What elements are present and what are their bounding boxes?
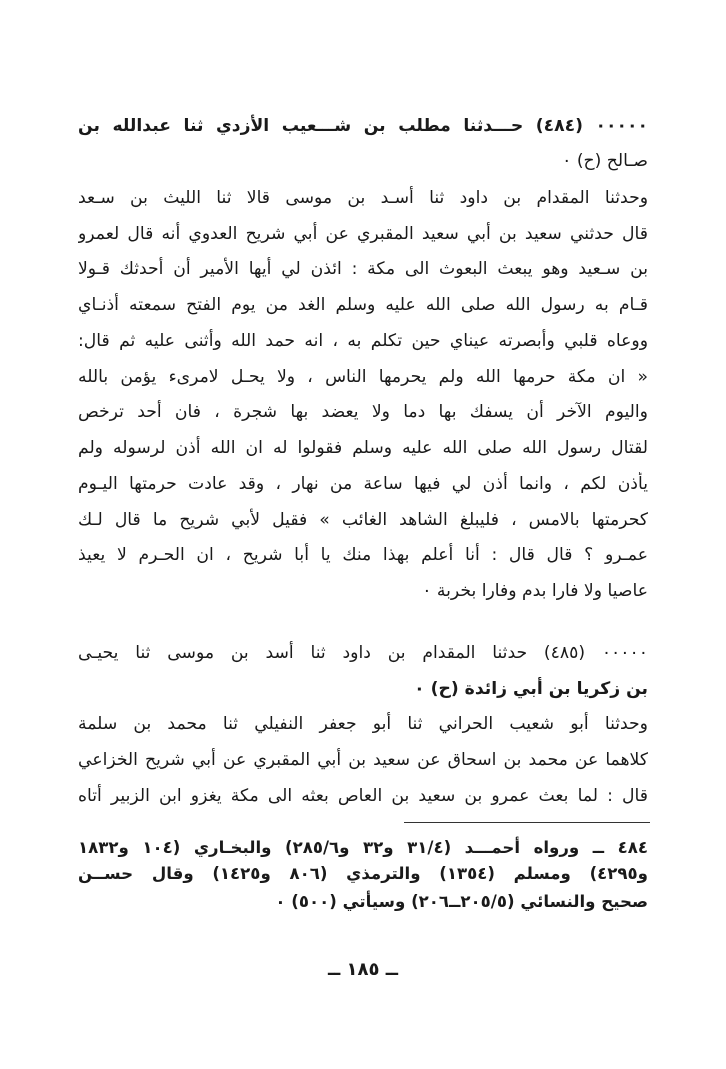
- hadith-484-header: ٠٠٠٠٠ (٤٨٤) حـــدثنا مطلب بن شـــعيب الأزدي ثنا عبدالله بن: [78, 116, 648, 136]
- text-line: عمـرو ؟ قال قال : أنا أعلم بهذا منك يا أبا شريح ، ان الحـرم لا يعيذ: [78, 545, 648, 565]
- page-number: ــ ١٨٥ ــ: [327, 959, 399, 980]
- text-line: كلاهما عن محمد بن اسحاق عن سعيد بن أبي المقبري عن أبي شريح الخزاعي: [78, 750, 648, 770]
- text-line: ووعاه قلبي وأبصرته عيناي حين تكلم به ، انه حمد الله وأثنى عليه ثم قال:: [78, 331, 648, 351]
- text-line: واليوم الآخر أن يسفك بها دما ولا يعضد بها شجرة ، فان أحد ترخص: [78, 402, 648, 422]
- text-line: بن سـعيد وهو يبعث البعوث الى مكة : ائذن لي أيها الأمير أن أحدثك قـولا: [78, 259, 648, 279]
- hadith-485-header-end: بن زكريا بن أبي زائدة (ح) ٠: [414, 679, 648, 699]
- footnote-line: صحيح والنسائي (٢٠٥/٥ــ٢٠٦) وسيأتي (٥٠٠) ٠: [275, 892, 648, 911]
- footnote-divider: [404, 822, 650, 823]
- text-line: « ان مكة حرمها الله ولم يحرمها الناس ، ولا يحـل لامرىء يؤمن بالله: [78, 367, 648, 387]
- text-line: وحدثنا أبو شعيب الحراني ثنا أبو جعفر النفيلي ثنا محمد بن سلمة: [78, 714, 648, 734]
- text-line: عاصيا ولا فارا بدم وفارا بخربة ٠: [422, 581, 648, 601]
- text-line: قـام به رسول الله صلى الله عليه وسلم الغد من يوم الفتح سمعته أذنـاي: [78, 295, 648, 315]
- text-line: وحدثنا المقدام بن داود ثنا أسـد بن موسى قالا ثنا الليث بن سـعد: [78, 188, 648, 208]
- footnote-line: ٤٨٤ ــ ورواه أحمـــد (٣١/٤ و٣٢ و٢٨٥/٦) والبخـاري (١٠٤ و١٨٣٢: [78, 838, 648, 857]
- text-line: كحرمتها بالامس ، فليبلغ الشاهد الغائب » فقيل لأبي شريح ما قال لـك: [78, 510, 648, 530]
- text-line: لقتال رسول الله صلى الله عليه وسلم فقولوا له ان الله أذن لرسوله ولم: [78, 438, 648, 458]
- footnote-line: و٤٢٩٥) ومسلم (١٣٥٤) والترمذي (٨٠٦ و١٤٢٥) وقال حســن: [78, 864, 648, 883]
- text-line: قال : لما بعث عمرو بن سعيد بن العاص بعثه الى مكة يغزو ابن الزبير أتاه: [78, 786, 648, 806]
- text-line: يأذن لكم ، وانما أذن لي فيها ساعة من نهار ، وقد عادت حرمتها اليـوم: [78, 474, 648, 494]
- hadith-484-header-end: صـالح (ح) ٠: [562, 151, 648, 171]
- hadith-485-header: ٠٠٠٠٠ (٤٨٥) حدثنا المقدام بن داود ثنا أسد بن موسى ثنا يحيـى: [78, 643, 648, 663]
- text-line: قال حدثني سعيد بن أبي سعيد المقبري عن أبي شريح العدوي أنه قال لعمرو: [78, 224, 648, 244]
